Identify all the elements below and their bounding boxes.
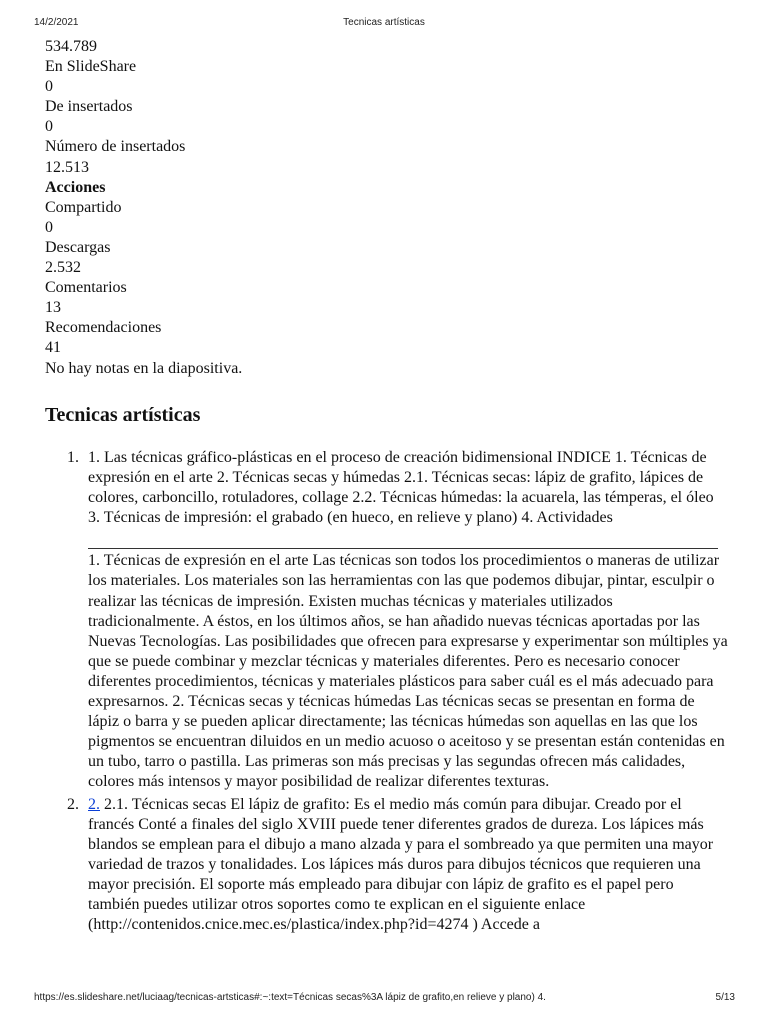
shared-label: Compartido	[45, 198, 122, 216]
embeds-count-label: Número de insertados	[45, 138, 186, 156]
embeds-count-value: 12.513	[45, 158, 89, 176]
likes-label: Recomendaciones	[45, 319, 162, 337]
print-header	[0, 17, 768, 31]
print-title: Tecnicas artísticas	[343, 17, 425, 28]
print-footer	[0, 992, 768, 1006]
slide-link[interactable]: 2.	[88, 795, 100, 813]
document-title: Tecnicas artísticas	[45, 404, 201, 426]
divider	[88, 548, 718, 549]
from-embeds-value: 0	[45, 118, 53, 136]
shared-value: 0	[45, 218, 53, 236]
list-number: 2.	[67, 795, 79, 813]
slide-notes: No hay notas en la diapositiva.	[45, 359, 243, 377]
print-url: https://es.slideshare.net/luciaag/tecnicas-artsticas#:~:text=Técnicas secas%3A lápiz de grafito,en relieve y plano) 4.	[34, 992, 546, 1003]
on-slideshare-label: En SlideShare	[45, 58, 137, 76]
actions-heading: Acciones	[45, 178, 106, 196]
views-total: 534.789	[45, 38, 97, 55]
slide-text: 2.1. Técnicas secas El lápiz de grafito: Es el medio más común para dibujar. Creado por el francés Conté a finales del siglo XVIII puede tener diferentes grados de dureza. Los lápices más blandos se emplean para el dibujo a mano alzada y para el sombreado ya que permiten una mayor variedad de trazos y tonalidades. Los lápices más duros para dibujos técnicos que requieren una mayor precisión. El soporte más empleado para dibujar con lápiz de grafito es el papel pero también puedes utilizar otros soportes como te explican en el siguiente enlace (http://contenidos.cnice.mec.es/plastica/index.php?id=4274 ) Accede a	[88, 795, 714, 934]
comments-value: 13	[45, 299, 61, 317]
likes-value: 41	[45, 339, 61, 357]
on-slideshare-value: 0	[45, 78, 53, 96]
list-item	[67, 448, 728, 793]
slide-stats	[45, 37, 242, 379]
print-date: 14/2/2021	[34, 17, 79, 28]
slide-text: 1. Las técnicas gráfico-plásticas en el proceso de creación bidimensional INDICE 1. Técnicas de expresión en el arte 2. Técnicas secas y húmedas 2.1. Técnicas secas: lápiz de grafito, lápices de colores, carboncillo, rotuladores, collage 2.2. Técnicas húmedas: la acuarela, las témperas, el óleo 3. Técnicas de impresión: el grabado (en hueco, en relieve y plano) 4. Actividades	[88, 449, 714, 527]
list-item	[67, 795, 728, 936]
list-number: 1.	[67, 449, 79, 466]
slide-transcript-list	[67, 448, 728, 935]
downloads-value: 2.532	[45, 259, 81, 277]
downloads-label: Descargas	[45, 238, 111, 256]
comments-label: Comentarios	[45, 279, 127, 297]
slide-text-continued: 1. Técnicas de expresión en el arte Las técnicas son todos los procedimientos o maneras de utilizar los materiales. Los materiales son las herramientas con las que podemos dibujar, pintar, esculpir o realizar las técnicas de impresión. Existen muchas técnicas y materiales utilizados tradicionalmente. A éstos, en los últimos años, se han añadido nuevas técnicas aportadas por las Nuevas Tecnologías. Las posibilidades que ofrecen para expresarse y experimentar son múltiples ya que se puede combinar y mezclar técnicas y materiales diferentes. Pero es necesario conocer diferentes procedimientos, técnicas y materiales plásticos para saber cuál es el más adecuado para expresarnos. 2. Técnicas secas y técnicas húmedas Las técnicas secas se presentan en forma de lápiz o barra y se pueden aplicar directamente; las técnicas húmedas son aquellas en las que los pigmentos se encuentran diluidos en un medio acuoso o aceitoso y se presentan están contenidas en un tubo, tarro o pastilla. Las primeras son más precisas y las segundas ofrecen más calidades, colores más intensos y mayor posibilidad de realizar diferentes texturas.	[88, 552, 728, 791]
from-embeds-label: De insertados	[45, 98, 133, 116]
page-number: 5/13	[715, 992, 735, 1003]
